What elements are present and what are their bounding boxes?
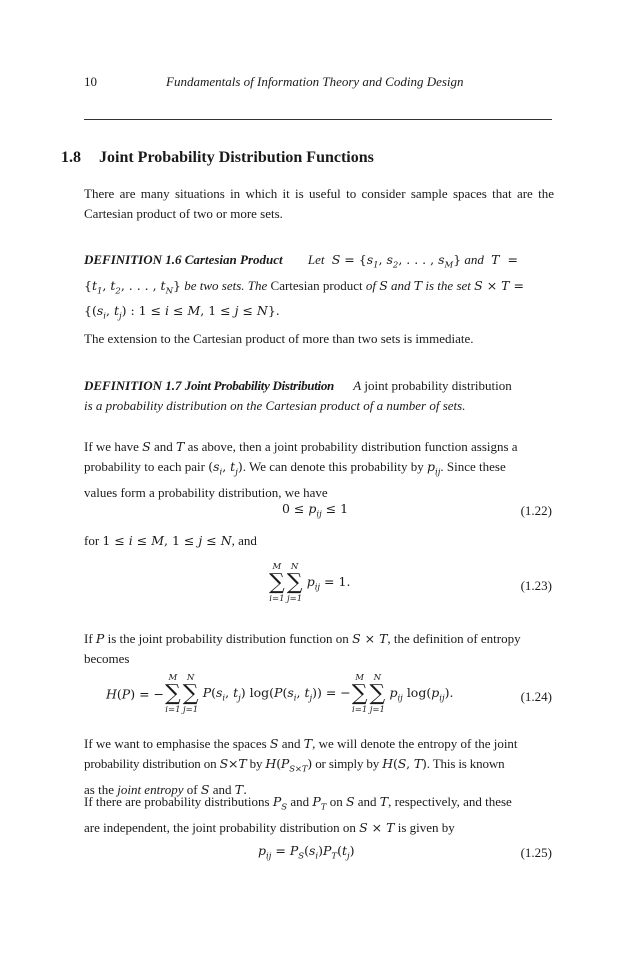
p5-text-7: . This is known	[426, 756, 505, 771]
p3-text-3: as above, then a joint probability distribution function assigns a	[187, 439, 518, 454]
definition-1-7-text-b: is a probability distribution on the Cartesian product of a number of sets.	[84, 398, 466, 413]
definition-1-6-of: of	[365, 277, 376, 293]
for-text: for	[84, 533, 100, 548]
p6-text-5: , respectively, and these	[388, 794, 512, 809]
definition-1-6-line2	[84, 276, 554, 302]
equation-1-25: $p_{ij} = P_S(s_i)P_T(t_j)$	[258, 843, 355, 862]
p5-text-4: probability distribution on	[84, 756, 217, 771]
paragraph-joint-function	[84, 437, 554, 503]
p3-text-7: values form a probability distribution, we have	[84, 484, 328, 500]
header-rule	[84, 119, 552, 120]
paragraph-joint-entropy	[84, 734, 554, 800]
math-T-eq: T =	[487, 252, 518, 267]
definition-1-6-be-two-sets: be two sets.	[184, 277, 245, 293]
definition-1-7-heading-a: DEFINITION 1.7	[84, 378, 182, 393]
math-H-PSxT: $H(P_{S\times T})$	[265, 756, 313, 775]
definition-1-6-line1	[84, 250, 554, 276]
definition-1-7-heading-b: Joint Probability Distribution	[184, 378, 334, 393]
p6-text-7: is given by	[397, 819, 455, 835]
math-SxT: S × T =	[474, 277, 524, 293]
summation-i: M ∑ i=1	[269, 562, 285, 604]
for-line	[84, 533, 257, 549]
math-PT: $P_T$	[312, 794, 327, 813]
definition-1-7-line1	[84, 376, 554, 396]
p4-text-2: is the joint probability distribution function on	[107, 631, 349, 646]
summation-j: N ∑ j=1	[182, 673, 199, 715]
math-S: S	[379, 277, 388, 293]
p5-text-3: , we will denote the entropy of the joint	[312, 736, 518, 751]
equation-number-1-22: (1.22)	[520, 503, 552, 518]
equation-number-1-24: (1.24)	[520, 689, 552, 704]
math-T: T.	[234, 781, 248, 797]
p6-text-6: are independent, the joint probability distribution on	[84, 819, 356, 835]
running-title: Fundamentals of Information Theory and Coding Design	[166, 74, 464, 89]
math-H-ST: H(S, T)	[382, 756, 427, 771]
math-T: T	[379, 794, 389, 809]
section-number: 1.8	[61, 149, 81, 166]
paragraph-independence	[84, 792, 554, 838]
definition-1-6-the: The	[247, 277, 268, 293]
summation-i: M ∑ i=1	[351, 673, 368, 715]
math-T: T	[175, 439, 185, 454]
math-S: S	[269, 736, 279, 751]
p5-text-joint-entropy: joint entropy	[117, 781, 184, 797]
summation-j: N ∑ j=1	[369, 673, 386, 715]
math-PS: $P_S$	[272, 794, 288, 813]
p3-text-4: probability to each pair	[84, 459, 205, 474]
equation-number-1-25: (1.25)	[520, 845, 552, 860]
summation-i: M ∑ i=1	[165, 673, 181, 715]
definition-1-7	[84, 376, 554, 416]
p5-text-9: of	[186, 781, 198, 797]
definition-1-6-line3	[84, 301, 554, 327]
definition-1-6	[84, 250, 554, 327]
page-number: 10	[84, 74, 97, 89]
p5-text-2: and	[281, 736, 301, 751]
definition-1-7-text-a: A	[353, 378, 362, 393]
p5-text-5: by	[249, 756, 263, 771]
equation-1-24: H(P) = − M ∑ i=1 N ∑ j=1 $P(s_i$, $t_j$) $\log(P(s_i$, $t_j$)) = − M ∑ i=1 N ∑ j=1 $p_{ij}$ $\log(p_{ij})$.	[106, 673, 454, 715]
equation-1-22: $0 \le p_{ij} \le 1$	[282, 501, 349, 520]
p3-text-6: . Since these	[440, 459, 506, 474]
p4-text-4: becomes	[84, 651, 130, 666]
math-S: S	[142, 439, 151, 454]
p3-text-2: and	[153, 439, 173, 454]
p6-text-4: and	[357, 794, 377, 809]
p4-text-1: If	[84, 631, 93, 646]
math-cartesian-set: {($s_i$, $t_j$) : 1 ≤ i ≤ M, 1 ≤ j ≤ N}.	[84, 303, 280, 322]
math-T: T	[413, 277, 423, 293]
math-T-set-def: {$t_1$, $t_2$, . . . , $t_N$}	[84, 277, 181, 296]
p6-text-3: on	[329, 794, 343, 809]
for-and: , and	[231, 533, 257, 548]
p4-text-3: , the definition of entropy	[387, 631, 521, 646]
math-S: S	[345, 794, 355, 809]
equation-number-1-23: (1.23)	[520, 578, 552, 593]
p6-text-2: and	[290, 794, 310, 809]
section-heading	[61, 149, 374, 167]
math-S: S	[200, 781, 210, 797]
p5-text-1: If we want to emphasise the spaces	[84, 736, 267, 751]
definition-1-7-term: joint probability distribution	[364, 378, 512, 393]
p3-text-1: If we have	[84, 439, 139, 454]
definition-1-6-heading: DEFINITION 1.6 Cartesian Product	[84, 252, 283, 267]
math-pair: ($s_i$, $t_j$)	[208, 459, 243, 478]
paragraph-extension: The extension to the Cartesian product of more than two sets is immediate.	[84, 331, 474, 346]
definition-1-6-let: Let	[307, 252, 325, 267]
p3-text-5: . We can denote this probability by	[242, 459, 424, 474]
math-index-ranges: 1 ≤ i ≤ M, 1 ≤ j ≤ N	[102, 533, 232, 548]
math-SxT: S×T	[219, 756, 247, 771]
definition-1-6-and: and	[464, 252, 484, 267]
definition-1-6-term: Cartesian product	[270, 277, 363, 293]
math-T: T	[303, 736, 313, 751]
paragraph-intro: There are many situations in which it is useful to consider sample spaces that are the Cartesian product of two or more sets.	[84, 186, 554, 221]
summation-j: N ∑ j=1	[286, 562, 303, 604]
math-P: P	[95, 631, 105, 646]
paragraph-entropy-def	[84, 629, 554, 669]
math-SxT: S × T	[352, 631, 388, 646]
math-pij: $p_{ij}$	[427, 459, 441, 478]
definition-1-6-and2: and	[391, 277, 411, 293]
p5-text-6: or simply by	[315, 756, 380, 771]
equation-1-23: M ∑ i=1 N ∑ j=1 $p_{ij} = 1$.	[269, 562, 351, 604]
p5-text-10: and	[212, 781, 232, 797]
section-title: Joint Probability Distribution Functions	[99, 149, 374, 166]
p5-text-8: as the	[84, 781, 114, 797]
definition-1-6-is-the-set: is the set	[425, 277, 471, 293]
math-S-set-def: $S = \{s_1$, $s_2$, . . . , $s_M$}	[327, 252, 462, 271]
p6-text-1: If there are probability distributions	[84, 794, 270, 809]
math-SxT: S × T	[359, 819, 395, 835]
